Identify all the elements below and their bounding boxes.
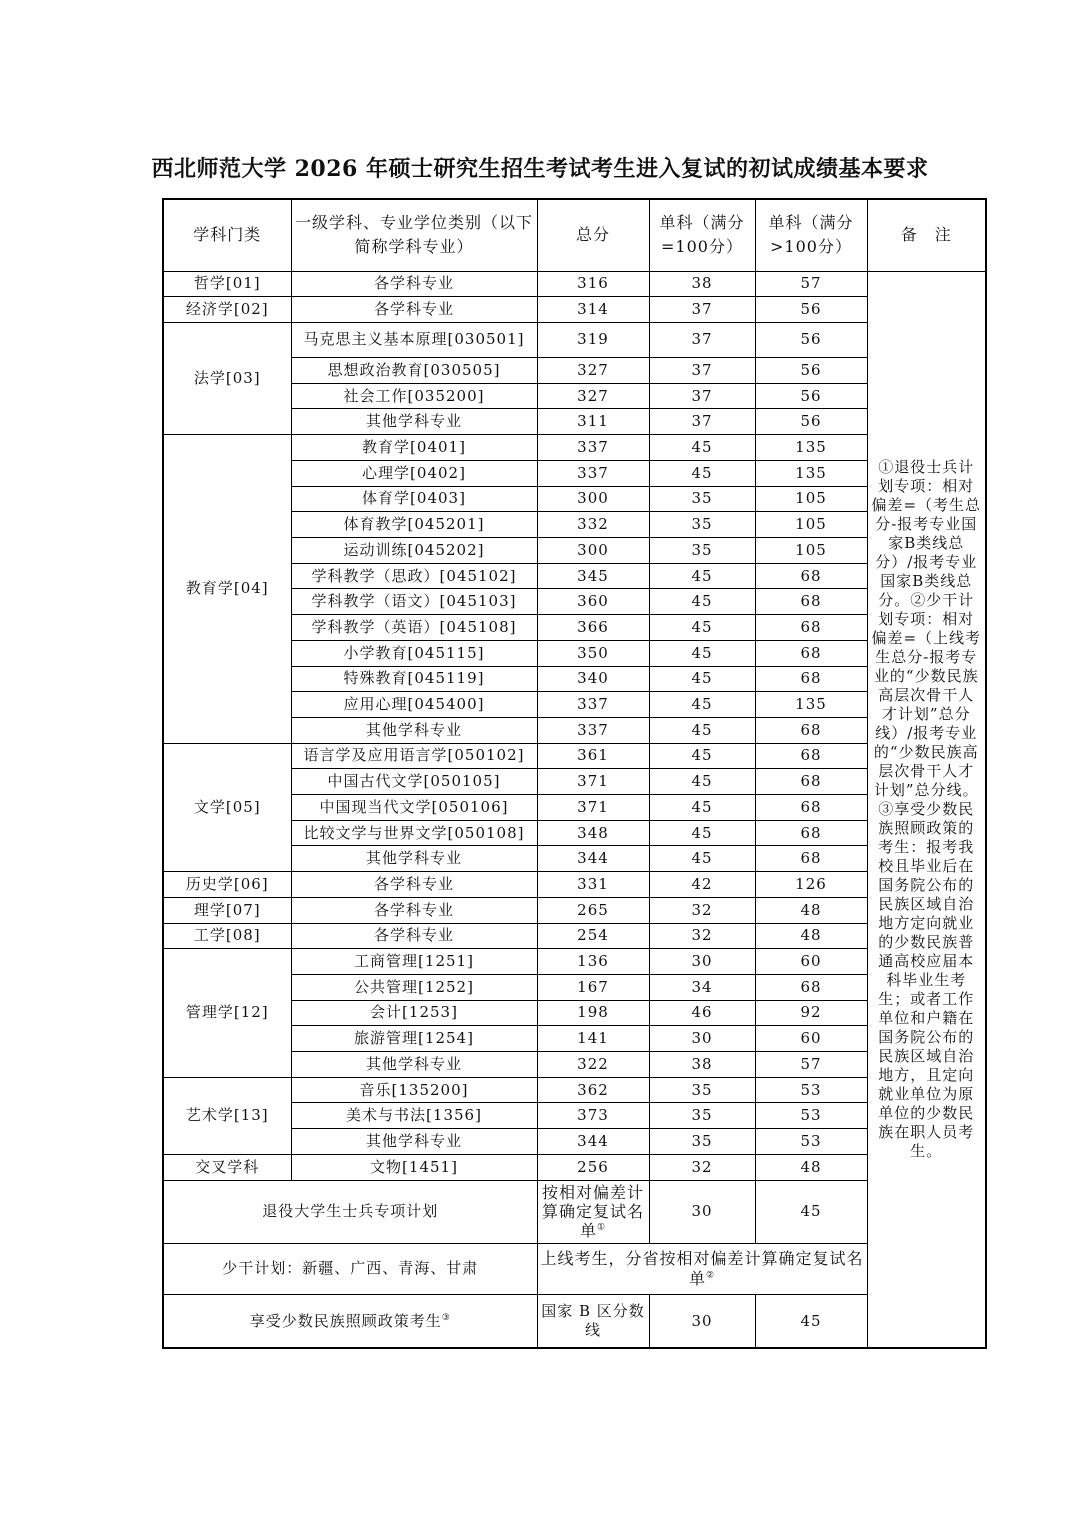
single-over-100-cell: 60 (755, 949, 867, 975)
header-major: 一级学科、专业学位类别（以下简称学科专业） (291, 199, 537, 271)
total-score-cell: 362 (537, 1077, 649, 1103)
major-cell: 各学科专业 (291, 271, 537, 297)
single-over-100-cell: 56 (755, 297, 867, 323)
single-over-100-cell: 126 (755, 872, 867, 898)
major-cell: 运动训练[045202] (291, 537, 537, 563)
single-over-100-cell: 60 (755, 1026, 867, 1052)
major-cell: 比较文学与世界文学[050108] (291, 820, 537, 846)
total-score-cell: 348 (537, 820, 649, 846)
major-cell: 工商管理[1251] (291, 949, 537, 975)
single-100-cell: 45 (649, 640, 755, 666)
single-over-100-cell: 53 (755, 1077, 867, 1103)
single-over-100-cell: 53 (755, 1129, 867, 1155)
single-over-100-cell: 57 (755, 1052, 867, 1078)
single-100-cell: 35 (649, 486, 755, 512)
major-cell: 体育教学[045201] (291, 512, 537, 538)
single-over-100-cell: 68 (755, 640, 867, 666)
veteran-plan-label: 退役大学生士兵专项计划 (163, 1180, 537, 1243)
total-score-cell: 345 (537, 563, 649, 589)
single-100-cell: 35 (649, 537, 755, 563)
header-category: 学科门类 (163, 199, 291, 271)
single-over-100-cell: 68 (755, 563, 867, 589)
veteran-plan-total (537, 1180, 649, 1243)
major-cell: 各学科专业 (291, 872, 537, 898)
table-row (163, 1077, 986, 1103)
total-score-cell: 167 (537, 974, 649, 1000)
table-row (163, 435, 986, 461)
major-cell: 旅游管理[1254] (291, 1026, 537, 1052)
single-100-cell: 45 (649, 589, 755, 615)
table-row (163, 322, 986, 357)
major-cell: 美术与书法[1356] (291, 1103, 537, 1129)
single-100-cell: 45 (649, 717, 755, 743)
single-100-cell: 45 (649, 460, 755, 486)
total-score-cell: 314 (537, 297, 649, 323)
major-cell: 各学科专业 (291, 897, 537, 923)
single-over-100-cell: 68 (755, 769, 867, 795)
total-score-cell: 327 (537, 358, 649, 384)
table-row (163, 1154, 986, 1180)
table-row (163, 271, 986, 297)
major-cell: 中国古代文学[050105] (291, 769, 537, 795)
total-score-cell: 331 (537, 872, 649, 898)
major-cell: 马克思主义基本原理[030501] (291, 322, 537, 357)
major-cell: 各学科专业 (291, 923, 537, 949)
major-cell: 其他学科专业 (291, 1129, 537, 1155)
category-cell: 历史学[06] (163, 872, 291, 898)
total-score-cell: 316 (537, 271, 649, 297)
single-over-100-cell: 68 (755, 820, 867, 846)
single-100-cell: 45 (649, 615, 755, 641)
total-score-cell: 337 (537, 435, 649, 461)
header-single-over-100: 单科（满分>100分） (755, 199, 867, 271)
single-over-100-cell: 135 (755, 435, 867, 461)
total-score-cell: 337 (537, 692, 649, 718)
minority-cadre-note (537, 1243, 867, 1294)
category-cell: 文学[05] (163, 743, 291, 872)
single-100-cell: 34 (649, 974, 755, 1000)
total-score-cell: 319 (537, 322, 649, 357)
single-100-cell: 37 (649, 358, 755, 384)
single-100-cell: 35 (649, 1129, 755, 1155)
single-over-100-cell: 68 (755, 974, 867, 1000)
total-score-cell: 344 (537, 846, 649, 872)
single-over-100-cell: 105 (755, 512, 867, 538)
total-score-cell: 361 (537, 743, 649, 769)
header-single-100: 单科（满分=100分） (649, 199, 755, 271)
minority-policy-row (163, 1295, 986, 1348)
single-100-cell: 45 (649, 743, 755, 769)
total-score-cell: 254 (537, 923, 649, 949)
single-100-cell: 32 (649, 897, 755, 923)
major-cell: 社会工作[035200] (291, 383, 537, 409)
header-total: 总分 (537, 199, 649, 271)
major-cell: 中国现当代文学[050106] (291, 795, 537, 821)
single-100-cell: 32 (649, 923, 755, 949)
single-over-100-cell: 92 (755, 1000, 867, 1026)
single-over-100-cell: 56 (755, 358, 867, 384)
veteran-plan-row (163, 1180, 986, 1243)
single-over-100-cell: 105 (755, 486, 867, 512)
single-100-cell: 45 (649, 820, 755, 846)
major-cell: 公共管理[1252] (291, 974, 537, 1000)
veteran-plan-single-100: 30 (649, 1180, 755, 1243)
table-row (163, 923, 986, 949)
single-100-cell: 45 (649, 435, 755, 461)
total-score-cell: 265 (537, 897, 649, 923)
major-cell: 其他学科专业 (291, 1052, 537, 1078)
single-100-cell: 46 (649, 1000, 755, 1026)
major-cell: 其他学科专业 (291, 409, 537, 435)
header-row (163, 199, 986, 271)
category-cell: 法学[03] (163, 322, 291, 434)
header-remarks: 备 注 (867, 199, 986, 271)
table-row (163, 897, 986, 923)
major-cell: 其他学科专业 (291, 846, 537, 872)
major-cell: 其他学科专业 (291, 717, 537, 743)
table-row (163, 297, 986, 323)
total-score-cell: 371 (537, 769, 649, 795)
single-100-cell: 38 (649, 1052, 755, 1078)
table-row (163, 743, 986, 769)
total-score-cell: 371 (537, 795, 649, 821)
category-cell: 工学[08] (163, 923, 291, 949)
minority-cadre-label: 少干计划：新疆、广西、青海、甘肃 (163, 1243, 537, 1294)
single-100-cell: 38 (649, 271, 755, 297)
table-row (163, 949, 986, 975)
single-100-cell: 35 (649, 512, 755, 538)
total-score-cell: 256 (537, 1154, 649, 1180)
single-100-cell: 35 (649, 1077, 755, 1103)
single-over-100-cell: 48 (755, 1154, 867, 1180)
minority-policy-label-text: 享受少数民族照顾政策考生 (249, 1311, 442, 1330)
single-100-cell: 37 (649, 409, 755, 435)
single-over-100-cell: 57 (755, 271, 867, 297)
single-100-cell: 45 (649, 769, 755, 795)
major-cell: 学科教学（英语）[045108] (291, 615, 537, 641)
single-over-100-cell: 53 (755, 1103, 867, 1129)
total-score-cell: 350 (537, 640, 649, 666)
major-cell: 思想政治教育[030505] (291, 358, 537, 384)
single-over-100-cell: 56 (755, 383, 867, 409)
footnote-mark-1: ① (596, 1222, 607, 1233)
category-cell: 经济学[02] (163, 297, 291, 323)
major-cell: 语言学及应用语言学[050102] (291, 743, 537, 769)
category-cell: 理学[07] (163, 897, 291, 923)
single-over-100-cell: 48 (755, 897, 867, 923)
category-cell: 管理学[12] (163, 949, 291, 1078)
total-score-cell: 340 (537, 666, 649, 692)
major-cell: 学科教学（语文）[045103] (291, 589, 537, 615)
single-over-100-cell: 56 (755, 409, 867, 435)
single-over-100-cell: 135 (755, 692, 867, 718)
total-score-cell: 141 (537, 1026, 649, 1052)
single-over-100-cell: 48 (755, 923, 867, 949)
single-100-cell: 37 (649, 297, 755, 323)
single-100-cell: 45 (649, 563, 755, 589)
single-100-cell: 30 (649, 1026, 755, 1052)
total-score-cell: 327 (537, 383, 649, 409)
category-cell: 艺术学[13] (163, 1077, 291, 1154)
major-cell: 各学科专业 (291, 297, 537, 323)
total-score-cell: 360 (537, 589, 649, 615)
minority-policy-total: 国家 B 区分数线 (537, 1295, 649, 1348)
single-over-100-cell: 68 (755, 846, 867, 872)
major-cell: 音乐[135200] (291, 1077, 537, 1103)
total-score-cell: 300 (537, 537, 649, 563)
total-score-cell: 366 (537, 615, 649, 641)
single-100-cell: 45 (649, 846, 755, 872)
single-100-cell: 35 (649, 1103, 755, 1129)
single-100-cell: 32 (649, 1154, 755, 1180)
major-cell: 特殊教育[045119] (291, 666, 537, 692)
remarks-cell: ①退役士兵计划专项：相对偏差=（考生总分-报考专业国家B类线总分）/报考专业国家B类线总分。②少干计划专项：相对偏差=（上线考生总分-报考专业的“少数民族高层次骨干人才计划”总分线）/报考专业的“少数民族高层次骨干人才计划”总分线。③享受少数民族照顾政策的考生：报考我校且毕业后在国务院公布的民族区域自治地方定向就业的少数民族普通高校应届本科毕业生考生；或者工作单位和户籍在国务院公布的民族区域自治地方，且定向就业单位为原单位的少数民族在职人员考生。 (867, 271, 986, 1348)
category-cell: 交叉学科 (163, 1154, 291, 1180)
minority-policy-label (163, 1295, 537, 1348)
single-100-cell: 45 (649, 795, 755, 821)
total-score-cell: 332 (537, 512, 649, 538)
single-100-cell: 45 (649, 692, 755, 718)
major-cell: 心理学[0402] (291, 460, 537, 486)
single-over-100-cell: 56 (755, 322, 867, 357)
major-cell: 小学教育[045115] (291, 640, 537, 666)
veteran-plan-single-over-100: 45 (755, 1180, 867, 1243)
major-cell: 教育学[0401] (291, 435, 537, 461)
total-score-cell: 136 (537, 949, 649, 975)
category-cell: 教育学[04] (163, 435, 291, 743)
major-cell: 体育学[0403] (291, 486, 537, 512)
minority-cadre-note-text: 上线考生，分省按相对偏差计算确定复试名单 (540, 1248, 864, 1288)
total-score-cell: 337 (537, 717, 649, 743)
single-over-100-cell: 68 (755, 795, 867, 821)
total-score-cell: 322 (537, 1052, 649, 1078)
veteran-plan-total-text: 按相对偏差计算确定复试名单 (541, 1183, 644, 1241)
single-100-cell: 30 (649, 949, 755, 975)
table-body (163, 271, 986, 1348)
single-100-cell: 42 (649, 872, 755, 898)
total-score-cell: 311 (537, 409, 649, 435)
major-cell: 会计[1253] (291, 1000, 537, 1026)
table-row (163, 872, 986, 898)
single-over-100-cell: 68 (755, 615, 867, 641)
single-100-cell: 37 (649, 383, 755, 409)
total-score-cell: 373 (537, 1103, 649, 1129)
document-title: 西北师范大学 2026 年硕士研究生招生考试考生进入复试的初试成绩基本要求 (151, 156, 929, 182)
single-over-100-cell: 68 (755, 717, 867, 743)
total-score-cell: 337 (537, 460, 649, 486)
major-cell: 应用心理[045400] (291, 692, 537, 718)
category-cell: 哲学[01] (163, 271, 291, 297)
minority-policy-single-over-100: 45 (755, 1295, 867, 1348)
score-requirements-table (162, 198, 987, 1349)
single-over-100-cell: 105 (755, 537, 867, 563)
single-over-100-cell: 68 (755, 666, 867, 692)
major-cell: 学科教学（思政）[045102] (291, 563, 537, 589)
single-over-100-cell: 68 (755, 589, 867, 615)
total-score-cell: 300 (537, 486, 649, 512)
single-over-100-cell: 135 (755, 460, 867, 486)
total-score-cell: 198 (537, 1000, 649, 1026)
footnote-mark-2: ② (705, 1270, 716, 1281)
single-over-100-cell: 68 (755, 743, 867, 769)
total-score-cell: 344 (537, 1129, 649, 1155)
minority-cadre-row (163, 1243, 986, 1294)
major-cell: 文物[1451] (291, 1154, 537, 1180)
footnote-mark-3: ③ (441, 1312, 451, 1323)
minority-policy-single-100: 30 (649, 1295, 755, 1348)
single-100-cell: 37 (649, 322, 755, 357)
single-100-cell: 45 (649, 666, 755, 692)
